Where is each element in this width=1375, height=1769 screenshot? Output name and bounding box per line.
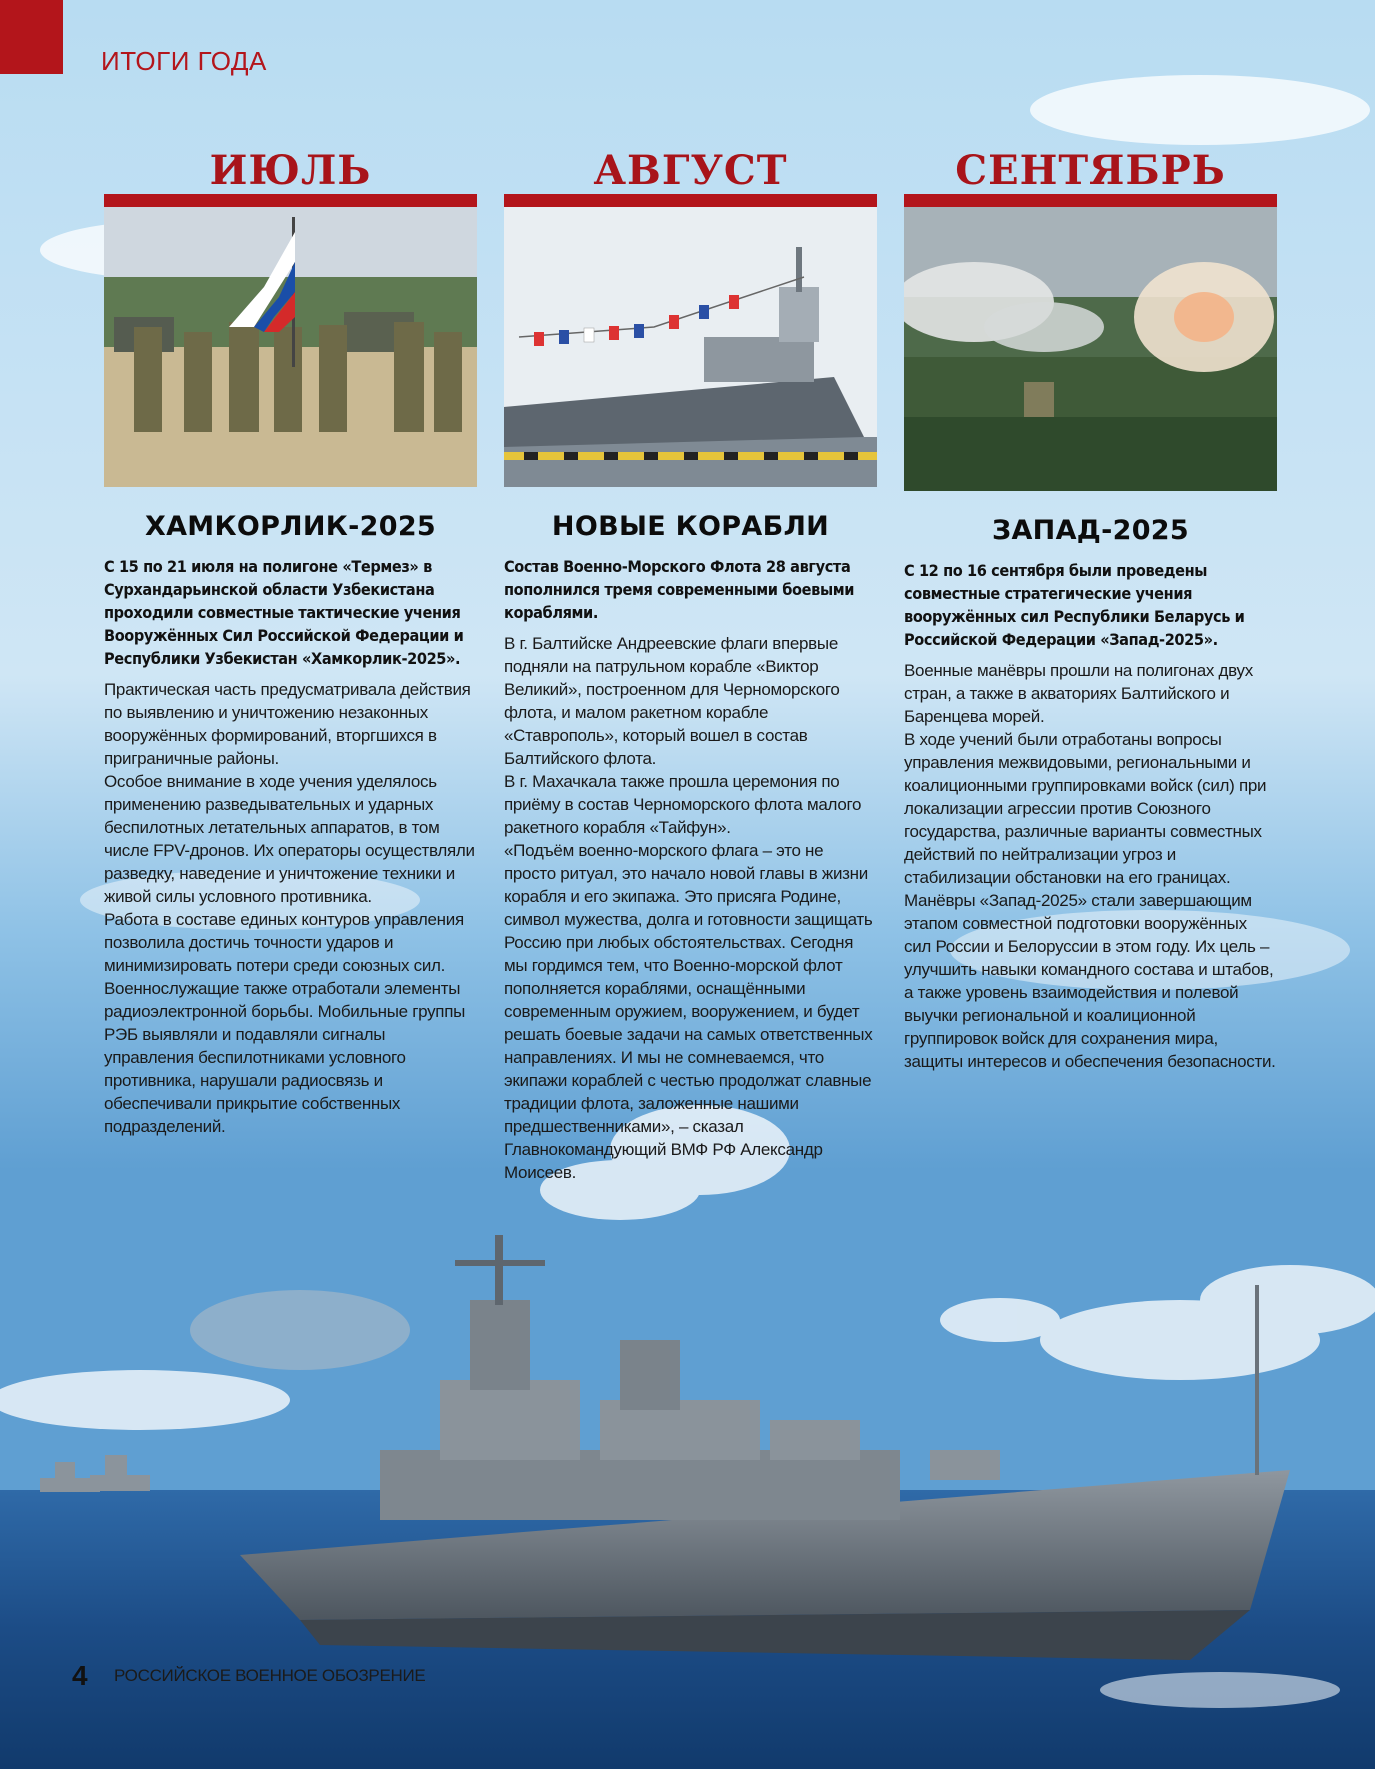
paragraph: Работа в составе единых контуров управления позволила достичь точности ударов и минимизировать потери среди союзных сил. xyxy=(104,910,464,975)
month-heading: ИЮЛЬ xyxy=(209,147,372,194)
lead-paragraph: С 15 по 21 июля на полигоне «Термез» в Сурхандарьинской области Узбекистана проходили совместные тактические учения Вооружённых Сил Российской Федерации и Республики Узбекистан «Хамкорлик-2025». xyxy=(104,557,464,668)
magazine-title: РОССИЙСКОЕ ВОЕННОЕ ОБОЗРЕНИЕ xyxy=(114,1666,426,1685)
body-text xyxy=(504,632,877,1184)
paragraph: Особое внимание в ходе учения уделялось применению разведывательных и ударных беспилотных летательных аппаратов, в том числе FPV-дронов. Их операторы осуществляли разведку, наведение и уничтожение техники и живой силы условного противника. xyxy=(104,772,475,906)
headline: ЗАПАД-2025 xyxy=(992,515,1189,546)
lead-paragraph: Состав Военно-Морского Флота 28 августа пополнился тремя современными боевыми кораблями. xyxy=(504,557,855,622)
month-heading: СЕНТЯБРЬ xyxy=(955,147,1226,194)
headline: ХАМКОРЛИК-2025 xyxy=(144,511,437,542)
paragraph: Военные манёвры прошли на полигонах двух стран, а также в акваториях Балтийского и Баренцева морей. xyxy=(904,661,1253,726)
paragraph: Военнослужащие также отработали элементы радиоэлектронной борьбы. Мобильные группы РЭБ выявляли и подавляли сигналы управления беспилотниками условного противника, нарушали радиосвязь и обеспечивали прикрытие собственных подразделений. xyxy=(104,979,466,1136)
headline: НОВЫЕ КОРАБЛИ xyxy=(551,511,830,542)
paragraph: Практическая часть предусматривала действия по выявлению и уничтожению незаконных вооружённых формирований, вторгшихся в приграничные районы. xyxy=(104,680,471,768)
body-text xyxy=(104,678,477,1138)
paragraph: «Подъём военно-морского флага – это не просто ритуал, это начало новой главы в жизни корабля и его экипажа. Это присяга Родине, символ мужества, долга и готовности защищать Россию при любых обстоятельствах. Сегодня мы гордимся тем, что Военно-морской флот пополняется кораблями, оснащёнными современным оружием, вооружением, и будет решать боевые задачи на самых ответственных направлениях. И мы не сомневаемся, что экипажи кораблей с честью продолжат славные традиции флота, заложенные нашими предшественниками», – сказал Главнокомандующий ВМФ РФ Александр Моисеев. xyxy=(504,841,873,1182)
month-heading: АВГУСТ xyxy=(593,147,788,194)
section-title: ИТОГИ ГОДА xyxy=(101,46,267,76)
exercise-explosions-photo xyxy=(904,207,1277,491)
body-text xyxy=(904,659,1277,1073)
red-rule xyxy=(104,194,477,207)
paragraph: Манёвры «Запад-2025» стали завершающим этапом совместной подготовки вооружённых сил России и Белоруссии в этом году. Их цель – улучшить навыки командного состава и штабов, а также уровень взаимодействия и полевой выучки региональной и коалиционной группировок войск для сохранения мира, защиты интересов и обеспечения безопасности. xyxy=(904,891,1276,1071)
corner-accent-block xyxy=(0,0,63,74)
parade-soldiers-photo xyxy=(104,207,477,487)
red-rule xyxy=(904,194,1277,207)
column-september xyxy=(904,148,1277,1073)
new-warship-photo xyxy=(504,207,877,487)
lead-paragraph: С 12 по 16 сентября были проведены совместные стратегические учения вооружённых сил Республики Беларусь и Российской Федерации «Запад-2025». xyxy=(904,561,1245,649)
paragraph: В ходе учений были отработаны вопросы управления межвидовыми, региональными и коалиционными группировками войск (сил) при локализации агрессии против Союзного государства, различные варианты совместных действий по нейтрализации угроз и стабилизации обстановки на его границах. xyxy=(904,730,1267,887)
paragraph: В г. Балтийске Андреевские флаги впервые подняли на патрульном корабле «Виктор Великий», построенном для Черноморского флота, и малом ракетном корабле «Ставрополь», который вошел в состав Балтийского флота. xyxy=(504,634,840,768)
column-august xyxy=(504,148,877,1184)
paragraph: В г. Махачкала также прошла церемония по приёму в состав Черноморского флота малого ракетного корабля «Тайфун». xyxy=(504,772,862,837)
page-number: 4 xyxy=(72,1660,88,1691)
red-rule xyxy=(504,194,877,207)
column-july xyxy=(104,148,477,1138)
